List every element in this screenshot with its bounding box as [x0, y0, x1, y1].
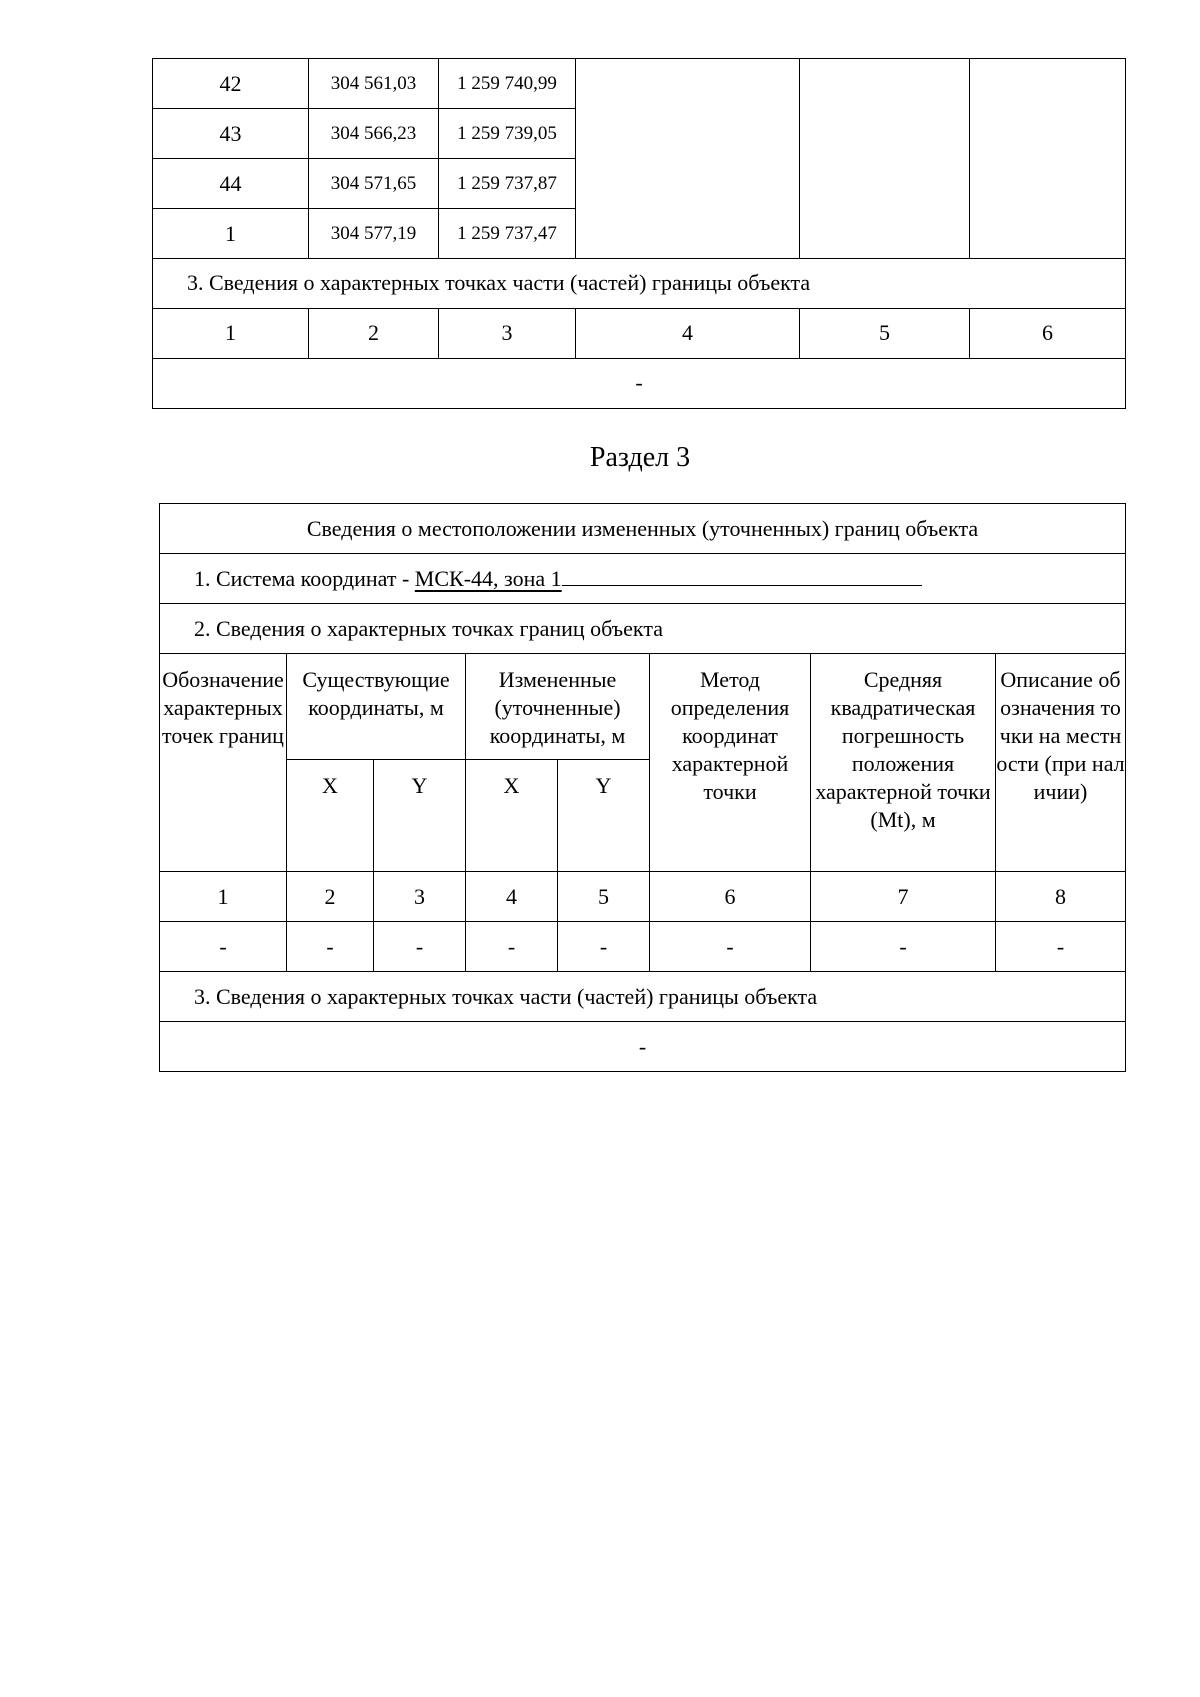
- table-row: [160, 922, 1126, 972]
- header-changed-x: X: [466, 760, 558, 872]
- data-cell: -: [160, 922, 287, 972]
- data-cell: -: [466, 922, 558, 972]
- coord-y: 1 259 739,05: [439, 109, 576, 159]
- header-existing-x: X: [287, 760, 374, 872]
- parts-empty-value: -: [153, 358, 1126, 408]
- section-title: Раздел 3: [589, 442, 691, 473]
- coord-y: 1 259 737,87: [439, 159, 576, 209]
- column-number: 4: [576, 308, 800, 358]
- column-number: 2: [309, 308, 439, 358]
- parts-heading: 3. Сведения о характерных точках части (частей) границы объекта: [153, 258, 1126, 308]
- header-description: Описание обозначения точки на местности (при наличии): [996, 654, 1126, 872]
- empty-cell: [576, 59, 800, 259]
- empty-cell: [970, 59, 1126, 259]
- column-number: 6: [970, 308, 1126, 358]
- coord-y: 1 259 740,99: [439, 59, 576, 109]
- point-number: 42: [153, 59, 309, 109]
- header-existing-y: Y: [374, 760, 466, 872]
- column-number: 1: [160, 872, 287, 922]
- coord-system-value: [415, 566, 562, 591]
- underline-fill: [562, 567, 922, 586]
- header-error: Средняя квадратическая погрешность положения характерной точки (Mt), м: [811, 654, 996, 872]
- header-changed-y: Y: [558, 760, 650, 872]
- data-cell: -: [374, 922, 466, 972]
- column-number: 7: [811, 872, 996, 922]
- coord-x: 304 577,19: [309, 209, 439, 259]
- table-row: [153, 308, 1126, 358]
- table-row: [153, 59, 1126, 109]
- column-number: 2: [287, 872, 374, 922]
- coordinate-system: [160, 554, 1126, 604]
- coordinates-table-continuation: [152, 58, 1126, 259]
- column-number: 6: [650, 872, 811, 922]
- column-number: 1: [153, 308, 309, 358]
- empty-cell: [800, 59, 970, 259]
- column-number: 5: [800, 308, 970, 358]
- data-cell: -: [558, 922, 650, 972]
- data-cell: -: [811, 922, 996, 972]
- column-number: 8: [996, 872, 1126, 922]
- coord-x: 304 561,03: [309, 59, 439, 109]
- point-number: 44: [153, 159, 309, 209]
- data-cell: -: [650, 922, 811, 972]
- column-number: 4: [466, 872, 558, 922]
- header-changed-coords: Измененные (уточненные) координаты, м: [466, 654, 650, 760]
- header-designation: Обозначение характерных точек границ: [160, 654, 287, 872]
- data-cell: -: [996, 922, 1126, 972]
- section3-parts-heading: 3. Сведения о характерных точках части (частей) границы объекта: [160, 972, 1126, 1022]
- column-number: 3: [374, 872, 466, 922]
- coord-system-value-text: МСК-44, зона 1: [414, 565, 562, 591]
- section3-title: Сведения о местоположении измененных (уточненных) границ объекта: [160, 504, 1126, 554]
- column-number: 3: [439, 308, 576, 358]
- coord-y: 1 259 737,47: [439, 209, 576, 259]
- point-number: 43: [153, 109, 309, 159]
- coord-x: 304 566,23: [309, 109, 439, 159]
- points-heading: 2. Сведения о характерных точках границ объекта: [160, 604, 1126, 654]
- coord-system-label: 1. Система координат -: [194, 565, 415, 591]
- column-number: 5: [558, 872, 650, 922]
- table-row: [160, 872, 1126, 922]
- coord-x: 304 571,65: [309, 159, 439, 209]
- header-existing-coords: Существующие координаты, м: [287, 654, 466, 760]
- point-number: 1: [153, 209, 309, 259]
- data-cell: -: [287, 922, 374, 972]
- parts-table-top: [152, 258, 1126, 409]
- section3-parts-value: -: [160, 1022, 1126, 1072]
- section3-table: [159, 503, 1126, 1072]
- header-method: Метод определения координат характерной точки: [650, 654, 811, 872]
